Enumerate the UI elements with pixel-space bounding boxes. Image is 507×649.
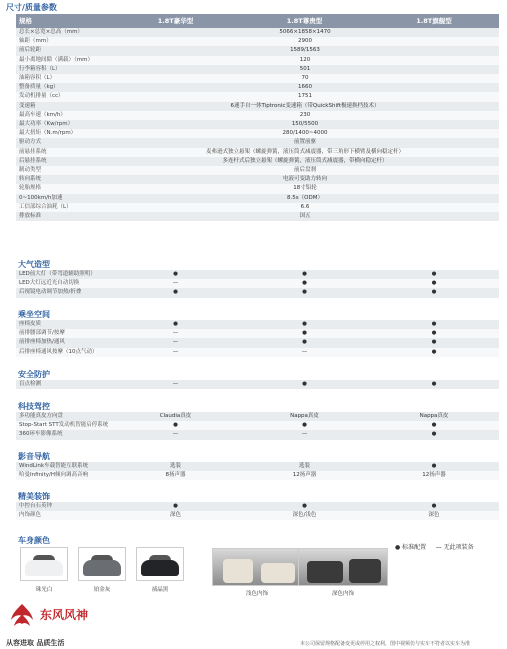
feature-value: — [111,380,240,389]
spec-label: 排放标准 [16,212,111,221]
feature-value: — [111,329,240,338]
table-row [16,348,499,357]
spec-label: 最大扭矩（N.m/rpm） [16,129,111,138]
table-row [16,102,499,111]
interior-dark-label: 深色内饰 [331,591,354,597]
disclaimer: 本公司保留规格配备变更或停用之权利，图中视频仿与实车不符者以实车为准 [300,641,471,647]
spec-value: 1589/1563 [111,46,499,55]
spec-value: 1660 [111,83,499,92]
feature-value: — [111,279,240,288]
spec-value: 电液可变助力转向 [111,175,499,184]
section-title: 大气造型 [18,260,50,269]
table-row [16,194,499,203]
feature-table [16,412,499,440]
table-row [16,157,499,166]
feature-label: 中控台石英钟 [16,502,111,511]
table-row [16,92,499,101]
spec-value: 多连杆式后独立悬架（螺旋弹簧，液压筒式减震器，带横向稳定杆） [111,157,499,166]
table-header-row [16,14,499,28]
feature-value: ● [240,421,369,430]
feature-value: ● [240,320,369,329]
feature-label: 360环车影像系统 [16,430,111,439]
feature-value: ● [240,338,369,347]
legend-none: 无此项装备 [443,544,474,551]
feature-value: Nappa真皮 [240,412,369,421]
feature-label: 多功能真皮方向盘 [16,412,111,421]
feature-label: 前排座椅加热/通风 [16,338,111,347]
feature-label: WindLink车载智能互联系统 [16,462,111,471]
feature-label: 哈曼Infinity/H倾向调高音响 [16,471,111,480]
color-section-title: 车身颜色 [18,536,50,545]
feature-value: ● [369,338,499,347]
table-row [16,203,499,212]
page-title: 尺寸/质量参数 [6,3,57,12]
feature-table [16,462,499,480]
swatch-label: 铂金灰 [93,587,111,593]
table-row [16,430,499,439]
table-row [16,511,499,520]
feature-value: ● [111,270,240,279]
section-title: 乘坐空间 [18,310,50,319]
spec-label: 行李箱容积（L） [16,65,111,74]
feature-value: 深色 [111,511,240,520]
table-row [16,148,499,157]
feature-value: 选装 [240,462,369,471]
brand-slogan: 从容进取 品质生活 [6,639,65,647]
table-row [16,462,499,471]
spec-label: 转向系统 [16,175,111,184]
table-row [16,65,499,74]
spec-label: 最大功率（Kw/rpm） [16,120,111,129]
feature-table [16,320,499,357]
feature-value: ● [111,421,240,430]
feature-table [16,380,499,389]
feature-value: ● [369,421,499,430]
spec-label: 变速箱 [16,102,111,111]
feature-value: Nappa真皮 [369,412,499,421]
dongfeng-logo-icon [8,602,36,628]
feature-label: 座椅皮质 [16,320,111,329]
table-row [16,120,499,129]
section-title: 科技驾控 [18,402,50,411]
feature-value: ● [369,430,499,439]
table-row [16,279,499,288]
feature-value: 深色/浅色 [240,511,369,520]
feature-value: ● [369,462,499,471]
feature-value: ● [240,270,369,279]
feature-table [16,270,499,298]
table-row [16,46,499,55]
feature-value: ● [369,270,499,279]
table-row [16,129,499,138]
feature-value: ● [369,320,499,329]
header-luxury: 1.8T豪华型 [111,14,240,28]
spec-value: 2900 [111,37,499,46]
feature-label: Stop-Start STT发动机智能启停系统 [16,421,111,430]
swatch-platinum-gray [78,547,126,581]
spec-value: 麦弗逊式独立悬架（螺旋弹簧，液压筒式减震器，带三角形下横臂及横向稳定杆） [111,148,499,157]
table-row [16,380,499,389]
spec-label: 后悬挂系统 [16,157,111,166]
table-row [16,421,499,430]
spec-value: 5066×1858×1470 [111,28,499,37]
interior-light-label: 浅色内饰 [245,591,268,597]
table-row [16,37,499,46]
brand-name: 东风风神 [40,608,89,622]
table-row [16,111,499,120]
feature-value: 8扬声器 [111,471,240,480]
feature-label: 内饰颜色 [16,511,111,520]
spec-value: 501 [111,65,499,74]
spec-label: 制动类型 [16,166,111,175]
basic-spec-table [16,14,499,221]
spec-label: 轮胎规格 [16,184,111,193]
feature-value: 12扬声器 [240,471,369,480]
table-row [16,74,499,83]
feature-value: — [240,430,369,439]
swatch-black [136,547,184,581]
feature-value: Claudia真皮 [111,412,240,421]
spec-value: 前后盘刹 [111,166,499,175]
feature-value: ● [111,320,240,329]
feature-value: ● [240,380,369,389]
table-row [16,56,499,65]
feature-label: 后视镜电动调节加热/折叠 [16,288,111,297]
feature-value: — [240,348,369,357]
spec-value: 8.5s（ODM） [111,194,499,203]
table-row [16,138,499,147]
spec-value: 120 [111,56,499,65]
feature-label: LED大灯远近光自动切换 [16,279,111,288]
interior-dark-image [298,548,388,586]
spec-label: 前悬挂系统 [16,148,111,157]
spec-value: 18寸铝轮 [111,184,499,193]
feature-label: 后排座椅通风按摩（10点气动） [16,348,111,357]
table-row [16,288,499,297]
feature-value: ● [369,288,499,297]
feature-value: — [111,348,240,357]
spec-label: 最高车速（km/h） [16,111,111,120]
legend [395,542,474,551]
spec-value: 国五 [111,212,499,221]
feature-value: ● [369,502,499,511]
table-row [16,175,499,184]
interior-light-image [212,548,302,586]
spec-value: 1751 [111,92,499,101]
spec-label: 工信部综合油耗（L） [16,203,111,212]
spec-label: 前后轮距 [16,46,111,55]
feature-value: ● [111,502,240,511]
table-row [16,502,499,511]
section-title: 精美装饰 [18,492,50,501]
header-flagship: 1.8T旗舰型 [369,14,499,28]
legend-none-mark: — [435,544,442,551]
spec-label: 油箱容积（L） [16,74,111,83]
table-row [16,338,499,347]
spec-label: 轴距（mm） [16,37,111,46]
section-title: 影音导航 [18,452,50,461]
spec-label: 驱动方式 [16,138,111,147]
legend-standard-mark: ● [395,544,401,551]
feature-value: ● [240,288,369,297]
header-spec: 规格 [16,14,111,28]
feature-value: — [111,430,240,439]
feature-label: 盲点检测 [16,380,111,389]
spec-value: 150/5500 [111,120,499,129]
feature-label: LED前大灯（带弯道辅助照明） [16,270,111,279]
feature-label: 前排腰部调节/按摩 [16,329,111,338]
feature-value: — [111,338,240,347]
feature-value: ● [240,329,369,338]
feature-value: ● [240,279,369,288]
swatch-pearl-white [20,547,68,581]
table-row [16,320,499,329]
table-row [16,412,499,421]
feature-table [16,502,499,520]
feature-value: 深色 [369,511,499,520]
spec-value: 前置前驱 [111,138,499,147]
spec-label: 0~100km/h加速 [16,194,111,203]
table-row [16,166,499,175]
spec-label: 最小离地间隙（满载）（mm） [16,56,111,65]
spec-value: 230 [111,111,499,120]
table-row [16,184,499,193]
section-title: 安全防护 [18,370,50,379]
swatch-label: 祯晶黑 [151,587,169,593]
header-premium: 1.8T尊贵型 [240,14,369,28]
table-row [16,212,499,221]
feature-value: 12扬声器 [369,471,499,480]
legend-standard: 标准配置 [402,544,427,551]
table-row [16,270,499,279]
spec-label: 整备质量（kg） [16,83,111,92]
spec-value: 280/1400~4000 [111,129,499,138]
table-row [16,471,499,480]
spec-label: 总长×总宽×总高（mm） [16,28,111,37]
feature-value: ● [369,348,499,357]
feature-value: ● [111,288,240,297]
table-row [16,329,499,338]
feature-value: ● [369,380,499,389]
swatch-label: 珠光白 [35,587,53,593]
table-row [16,83,499,92]
feature-value: 选装 [111,462,240,471]
spec-value: 6.6 [111,203,499,212]
spec-value: 6速手自一体Tiptronic变速箱（带QuickShift极速换档技术） [111,102,499,111]
feature-value: ● [369,279,499,288]
table-row [16,28,499,37]
spec-label: 发动机排量（cc） [16,92,111,101]
feature-value: ● [240,502,369,511]
feature-value: ● [369,329,499,338]
spec-value: 70 [111,74,499,83]
